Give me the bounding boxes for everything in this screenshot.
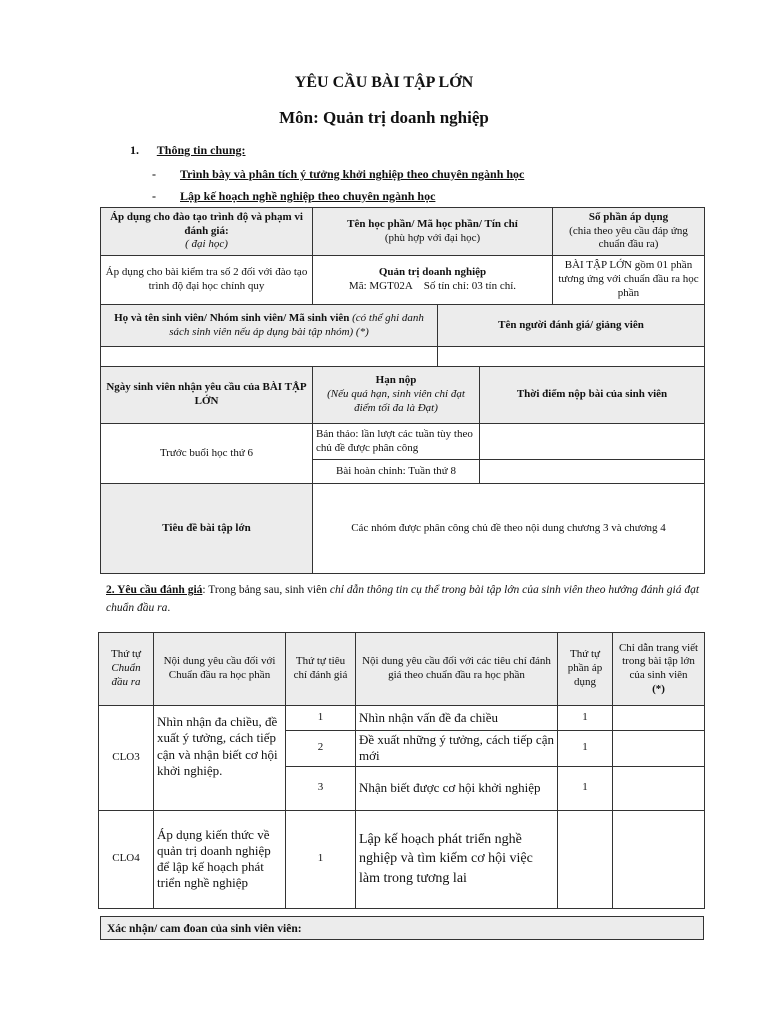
clo4-row <box>99 810 705 908</box>
student-header-row <box>101 305 705 347</box>
guide-field-2 <box>613 731 705 767</box>
topic-row <box>101 484 705 574</box>
document-title: YÊU CẦU BÀI TẬP LỚN <box>294 74 474 91</box>
student-header: Họ và tên sinh viên/ Nhóm sinh viên/ Mã sinh viên (có thể ghi danh sách sinh viên nếu áp dụng bài tập nhóm) (*) <box>101 305 438 347</box>
guide-field-3 <box>613 766 705 810</box>
section1-heading-text: Thông tin chung: <box>156 143 246 157</box>
part-order-2: 1 <box>558 731 613 767</box>
deadline-table <box>100 366 705 574</box>
student-name-field <box>101 347 438 367</box>
draft-row <box>101 424 705 460</box>
deadline-header-row <box>101 367 705 424</box>
criteria-order-2: 2 <box>286 731 356 767</box>
final-submit-field <box>480 460 705 484</box>
criteria-order-3: 3 <box>286 766 356 810</box>
course-header: Tên học phần/ Mã học phần/ Tín chỉ (phù hợp với đại học) <box>313 208 553 256</box>
clo-content-header: Nội dung yêu cầu đối với Chuẩn đầu ra học phần <box>154 633 286 706</box>
bullet-2: - Lập kế hoạch nghề nghiệp theo chuyên ngành học <box>152 189 436 203</box>
evaluation-table <box>98 632 705 909</box>
clo4-part-order <box>558 810 613 908</box>
topic-value: Các nhóm được phân công chủ đề theo nội dung chương 3 và chương 4 <box>313 484 705 574</box>
part-order-1: 1 <box>558 706 613 731</box>
clo4-criteria-order: 1 <box>286 810 356 908</box>
info-header-row <box>101 208 705 256</box>
subject-title: Môn: Quản trị doanh nghiệp <box>279 108 489 127</box>
info-table <box>100 207 705 305</box>
section1-heading <box>130 143 246 158</box>
clo-order-header: Thứ tự Chuẩn đầu ra <box>99 633 154 706</box>
evaluator-name-field <box>438 347 705 367</box>
part-order-header: Thứ tự phần áp dụng <box>558 633 613 706</box>
criteria-order-1: 1 <box>286 706 356 731</box>
topic-header: Tiêu đề bài tập lớn <box>101 484 313 574</box>
criteria-content-1: Nhìn nhận vấn đề đa chiều <box>356 706 558 731</box>
parts-header: Số phần áp dụng (chia theo yêu cầu đáp ứng chuẩn đầu ra) <box>553 208 705 256</box>
section1-number: 1. <box>130 143 139 157</box>
draft-deadline: Bản thảo: lần lượt các tuần tùy theo chủ đề được phân công <box>313 424 480 460</box>
section2-paragraph: 2. Yêu cầu đánh giá: Trong bảng sau, sinh viên chỉ dẫn thông tin cụ thể trong bài tập lớn của sinh viên theo hướng đánh giá đạt chuẩn đầu ra. <box>106 584 700 615</box>
eval-header-row <box>99 633 705 706</box>
receive-header: Ngày sinh viên nhận yêu cầu của BÀI TẬP LỚN <box>101 367 313 424</box>
clo3-code: CLO3 <box>99 706 154 811</box>
submit-time-header: Thời điểm nộp bài của sinh viên <box>480 367 705 424</box>
deadline-header: Hạn nộp (Nếu quá hạn, sinh viên chỉ đạt điểm tối đa là Đạt) <box>313 367 480 424</box>
student-confirmation: Xác nhận/ cam đoan của sinh viên viên: <box>100 916 704 940</box>
criteria-content-2: Đề xuất những ý tưởng, cách tiếp cận mới <box>356 731 558 767</box>
section2-heading: 2. Yêu cầu đánh giá <box>106 584 203 596</box>
criteria-content-header: Nội dung yêu cầu đối với các tiêu chí đánh giá theo chuẩn đầu ra học phần <box>356 633 558 706</box>
clo3-row-1 <box>99 706 705 731</box>
bullet-2-text: Lập kế hoạch nghề nghiệp theo chuyên ngành học <box>180 189 436 203</box>
final-deadline: Bài hoàn chỉnh: Tuần thứ 8 <box>313 460 480 484</box>
scope-value: Áp dụng cho bài kiểm tra số 2 đối với đào tạo trình độ đại học chính quy <box>101 256 313 305</box>
part-order-3: 1 <box>558 766 613 810</box>
criteria-content-3: Nhận biết được cơ hội khởi nghiệp <box>356 766 558 810</box>
guide-header: Chỉ dẫn trang viết trong bài tập lớn của sinh viên (*) <box>613 633 705 706</box>
criteria-order-header: Thứ tự tiêu chí đánh giá <box>286 633 356 706</box>
course-value: Quản trị doanh nghiệp Mã: MGT02A Số tín chỉ: 03 tín chỉ. <box>313 256 553 305</box>
clo4-guide-field <box>613 810 705 908</box>
clo4-code: CLO4 <box>99 810 154 908</box>
draft-submit-field <box>480 424 705 460</box>
guide-field-1 <box>613 706 705 731</box>
evaluator-header: Tên người đánh giá/ giảng viên <box>438 305 705 347</box>
clo3-content: Nhìn nhận đa chiều, đề xuất ý tưởng, cách tiếp cận và nhận biết cơ hội khởi nghiệp. <box>154 706 286 811</box>
clo4-content: Áp dụng kiến thức về quản trị doanh nghiệp để lập kế hoạch phát triển nghề nghiệp <box>154 810 286 908</box>
info-value-row <box>101 256 705 305</box>
student-value-row <box>101 347 705 367</box>
scope-header: Áp dụng cho đào tạo trình độ và phạm vi đánh giá: ( đại học) <box>101 208 313 256</box>
receive-value: Trước buổi học thứ 6 <box>101 424 313 484</box>
clo4-criteria-content: Lập kế hoạch phát triển nghề nghiệp và tìm kiếm cơ hội việc làm trong tương lai <box>356 810 558 908</box>
student-table <box>100 304 705 367</box>
parts-value: BÀI TẬP LỚN gồm 01 phần tương ứng với chuẩn đầu ra học phần <box>553 256 705 305</box>
bullet-1-text: Trình bày và phân tích ý tưởng khởi nghiệp theo chuyên ngành học <box>180 167 525 181</box>
bullet-1: - Trình bày và phân tích ý tưởng khởi nghiệp theo chuyên ngành học <box>152 167 525 181</box>
